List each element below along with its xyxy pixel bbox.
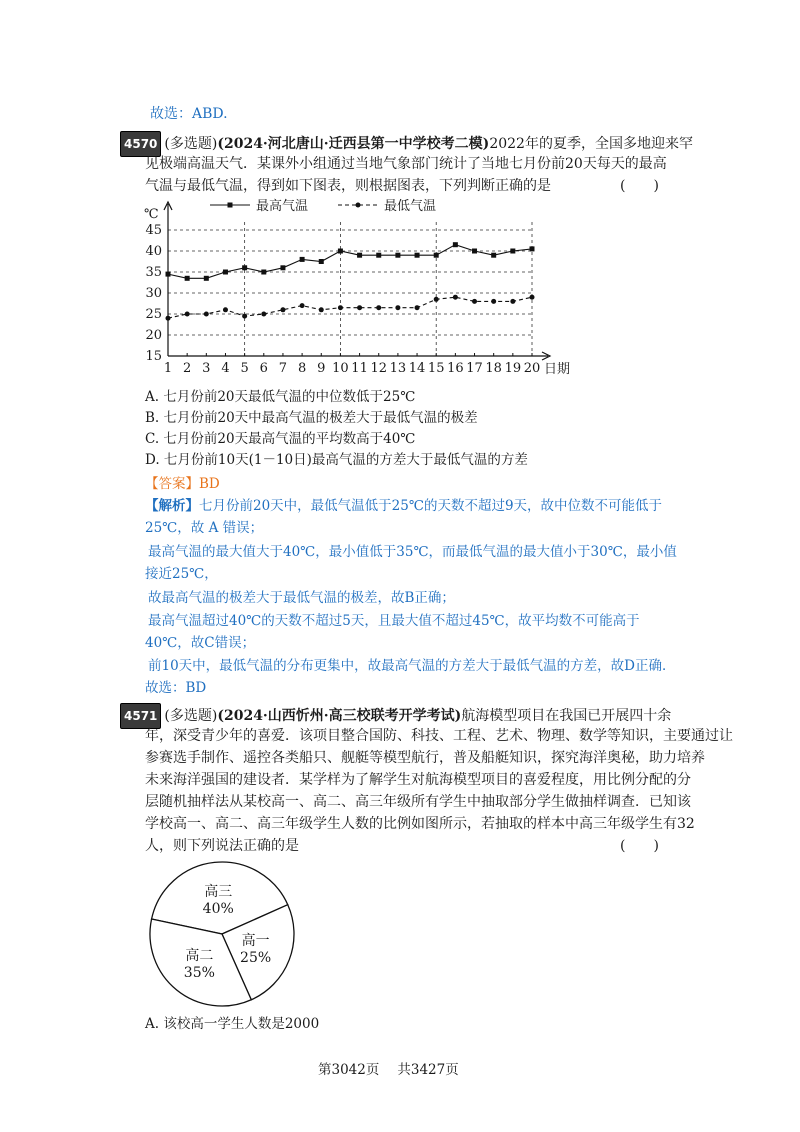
- data-point-max: [376, 253, 381, 258]
- data-point-max: [319, 259, 324, 264]
- data-point-min: [185, 312, 190, 317]
- final-answer: 故选：BD: [145, 680, 207, 696]
- data-point-max: [434, 253, 439, 258]
- question-type-tag: (多选题): [164, 708, 218, 724]
- data-point-min: [280, 307, 285, 312]
- x-tick-label: 2: [183, 361, 192, 376]
- pie-slice-percent: 40%: [202, 901, 234, 918]
- data-point-max: [357, 253, 362, 258]
- data-point-min: [204, 312, 209, 317]
- question-4570-line-3: 气温与最低气温，得到如下图表，则根据图表，下列判断正确的是: [145, 178, 551, 194]
- page-total: 共3427页: [397, 1062, 459, 1078]
- chart-axes: [164, 202, 550, 360]
- pie-slice-percent: 35%: [183, 964, 215, 981]
- question-text: 航海模型项目在我国已开展四十余: [461, 708, 672, 724]
- x-tick-label: 10: [332, 361, 349, 376]
- data-point-min: [223, 307, 228, 312]
- data-point-max: [415, 253, 420, 258]
- data-point-min: [166, 316, 171, 321]
- question-number-badge: 4570: [120, 131, 161, 157]
- series-line-min: [168, 297, 532, 318]
- data-point-min: [415, 305, 420, 310]
- data-point-min: [242, 314, 247, 319]
- x-tick-label: 6: [259, 361, 268, 376]
- data-point-min: [491, 299, 496, 304]
- data-point-min: [530, 295, 535, 300]
- answer-blank-paren: ( ): [620, 838, 659, 854]
- page-number: 第3042页: [318, 1062, 380, 1078]
- answer-label: 【答案】: [145, 476, 199, 492]
- data-point-max: [453, 242, 458, 247]
- y-tick-label: 35: [145, 265, 162, 280]
- x-tick-label: 13: [389, 361, 407, 376]
- question-text: 2022年的夏季，全国多地迎来罕: [489, 136, 693, 152]
- question-4571-line-6: 学校高一、高二、高三年级学生人数的比例如图所示，若抽取的样本中高三年级学生有32: [145, 816, 695, 832]
- x-tick-label: 20: [523, 361, 541, 376]
- question-4570-line-2: 见极端高温天气．某课外小组通过当地气象部门统计了当地七月份前20天每天的最高: [145, 156, 667, 172]
- x-tick-label: 15: [427, 361, 445, 376]
- data-point-min: [338, 305, 343, 310]
- legend-marker: [228, 203, 233, 208]
- analysis-line-6: 最高气温超过40℃的天数不超过5天，且最大值不超过45℃，故平均数不可能高于: [148, 613, 640, 629]
- pie-slice-label: 高二: [185, 947, 214, 964]
- option-d: D. 七月份前10天(1－10日)最高气温的方差大于最低气温的方差: [145, 452, 528, 468]
- data-point-max: [395, 253, 400, 258]
- y-axis-label: ℃: [144, 207, 159, 222]
- data-point-min: [376, 305, 381, 310]
- data-point-max: [242, 265, 247, 270]
- y-tick-label: 15: [145, 349, 162, 364]
- data-point-max: [261, 270, 266, 275]
- x-tick-label: 8: [297, 361, 307, 376]
- option-b: B. 七月份前20天中最高气温的极差大于最低气温的极差: [145, 410, 478, 426]
- question-4571-line-5: 层随机抽样法从某校高一、高二、高三年级所有学生中抽取部分学生做抽样调查．已知该: [145, 794, 691, 810]
- chart-grid: [168, 222, 532, 356]
- x-tick-label: 17: [466, 361, 483, 376]
- data-point-max: [280, 265, 285, 270]
- pie-slice-label: 高一: [241, 932, 270, 949]
- y-tick-label: 20: [145, 328, 162, 343]
- analysis-line-4: 接近25℃，: [145, 566, 218, 582]
- chart-series: [166, 242, 535, 321]
- x-tick-label: 9: [317, 361, 326, 376]
- y-tick-label: 40: [145, 244, 162, 259]
- data-point-min: [357, 305, 362, 310]
- data-point-max: [223, 270, 228, 275]
- data-point-max: [510, 249, 515, 254]
- x-tick-label: 5: [240, 361, 249, 376]
- x-tick-label: 4: [221, 361, 230, 376]
- data-point-max: [530, 246, 535, 251]
- data-point-min: [453, 295, 458, 300]
- chart-legend: [210, 198, 436, 214]
- previous-answer: 故选：ABD.: [150, 106, 228, 122]
- analysis-text: 七月份前20天中，最低气温低于25℃的天数不超过9天，故中位数不可能低于: [199, 498, 663, 514]
- data-point-min: [434, 297, 439, 302]
- data-point-min: [472, 299, 477, 304]
- data-point-min: [395, 305, 400, 310]
- question-4571-line-2: 年，深受青少年的喜爱．该项目整合国防、科技、工程、艺术、物理、数学等知识，主要通过让: [145, 728, 733, 744]
- x-tick-label: 7: [278, 361, 288, 376]
- answer-value: BD: [199, 476, 220, 492]
- pie-slice-percent: 25%: [240, 949, 272, 966]
- pie-slice-label: 高三: [204, 884, 233, 901]
- analysis-line-5: 故最高气温的极差大于最低气温的极差，故B正确；: [148, 590, 455, 606]
- data-point-max: [338, 249, 343, 254]
- series-line-max: [168, 245, 532, 279]
- x-axis-label: 日期: [544, 362, 571, 376]
- x-tick-label: 1: [163, 361, 173, 376]
- analysis-label: 【解析】: [145, 498, 199, 514]
- question-number-badge: 4571: [120, 703, 161, 729]
- x-tick-label: 18: [485, 361, 502, 376]
- analysis-line-2: 25℃，故 A 错误；: [145, 520, 264, 536]
- data-point-max: [185, 276, 190, 281]
- x-tick-label: 14: [408, 361, 426, 376]
- x-tick-label: 16: [447, 361, 464, 376]
- data-point-max: [472, 249, 477, 254]
- answer-line: [145, 472, 220, 492]
- analysis-line-7: 40℃，故C错误；: [145, 635, 256, 651]
- legend-label: 最低气温: [384, 199, 437, 214]
- data-point-min: [300, 303, 305, 308]
- question-4571-line-3: 参赛选手制作、遥控各类船只、舰艇等模型航行，普及船艇知识，探究海洋奥秘，助力培养: [145, 750, 705, 766]
- option-c: C. 七月份前20天最高气温的平均数高于40℃: [145, 431, 416, 447]
- answer-blank-paren: ( ): [620, 178, 659, 194]
- y-tick-label: 30: [145, 286, 162, 301]
- analysis-line-3: 最高气温的最大值大于40℃，最小值低于35℃，而最低气温的最大值小于30℃，最小值: [148, 544, 677, 560]
- grade-ratio-pie-chart: [140, 852, 310, 1012]
- question-source: (2024·山西忻州·高三校联考开学考试): [217, 708, 462, 724]
- option-a: A. 该校高一学生人数是2000: [145, 1016, 320, 1032]
- analysis-line-8: 前10天中，最低气温的分布更集中，故最高气温的方差大于最低气温的方差，故D正确．: [148, 658, 676, 674]
- legend-label: 最高气温: [256, 199, 309, 214]
- legend-marker: [356, 203, 361, 208]
- chart-tick-labels: [144, 207, 570, 376]
- temperature-line-chart: [140, 196, 580, 376]
- y-tick-label: 25: [145, 307, 162, 322]
- question-source: (2024·河北唐山·迁西县第一中学校考二模): [217, 136, 490, 152]
- data-point-min: [510, 299, 515, 304]
- question-type-tag: (多选题): [164, 136, 218, 152]
- x-tick-label: 19: [504, 361, 522, 376]
- question-4571-line-7: 人，则下列说法正确的是: [145, 838, 299, 854]
- data-point-max: [491, 253, 496, 258]
- question-4571-line-4: 未来海洋强国的建设者．某学样为了解学生对航海模型项目的喜爱程度，用比例分配的分: [145, 772, 691, 788]
- y-tick-label: 45: [145, 223, 162, 238]
- data-point-min: [319, 307, 324, 312]
- data-point-min: [261, 312, 266, 317]
- analysis-line-1: [145, 494, 662, 514]
- data-point-max: [300, 257, 305, 262]
- x-tick-label: 11: [351, 361, 368, 376]
- x-tick-label: 3: [202, 361, 211, 376]
- data-point-max: [204, 276, 209, 281]
- data-point-max: [166, 272, 171, 277]
- x-tick-label: 12: [370, 361, 388, 376]
- option-a: A. 七月份前20天最低气温的中位数低于25℃: [145, 389, 416, 405]
- page-footer: [318, 1058, 459, 1078]
